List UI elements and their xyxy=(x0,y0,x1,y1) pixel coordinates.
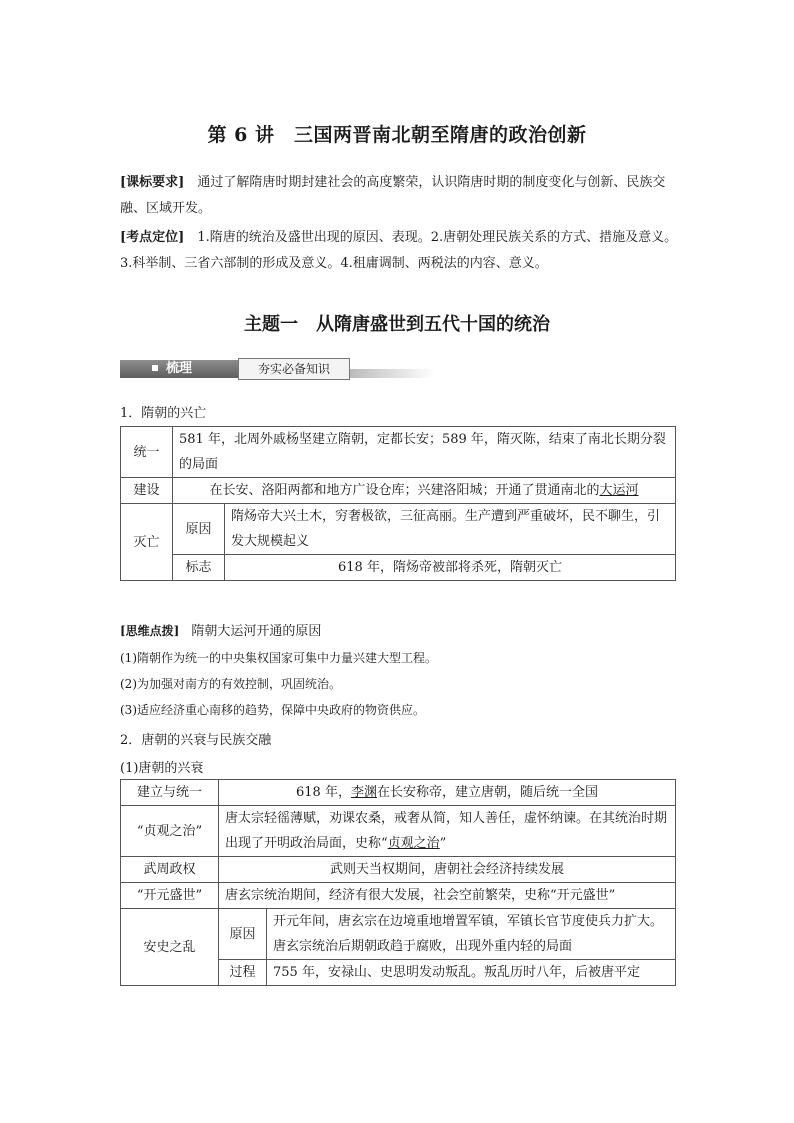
anshi-label: 安史之乱 xyxy=(121,909,219,986)
table-row xyxy=(121,478,676,504)
wuzhou-text: 武则天当权期间，唐朝社会经济持续发展 xyxy=(219,857,676,883)
section1-heading: 1．隋朝的兴亡 xyxy=(120,406,207,421)
table-row xyxy=(121,555,676,581)
found-label: 建立与统一 xyxy=(121,780,219,806)
topic-title: 主题一 从隋唐盛世到五代十国的统治 xyxy=(244,314,550,335)
found-text-a: 618 年， xyxy=(296,785,351,800)
found-text-c: 在长安称帝，建立唐朝，随后统一全国 xyxy=(376,785,598,800)
wuzhou-label: 武周政权 xyxy=(121,857,219,883)
thinking-title: 隋朝大运河开通的原因 xyxy=(191,624,322,639)
zhenguan-text-c: ” xyxy=(439,836,447,851)
fall-label: 灭亡 xyxy=(121,504,173,581)
exam-points-label: [考点定位] xyxy=(120,230,185,245)
thinking-item: (3)适应经济重心南移的趋势，保障中央政府的物资供应。 xyxy=(120,703,426,717)
section2-heading: 2．唐朝的兴衰与民族交融 xyxy=(120,733,272,748)
unify-text: 581 年，北周外戚杨坚建立隋朝，定都长安；589 年，隋灭陈，结束了南北长期分裂的局面 xyxy=(173,427,676,478)
kaiyuan-label: “开元盛世” xyxy=(121,883,219,909)
banner-gradient xyxy=(350,369,435,378)
section-banner xyxy=(120,358,435,380)
banner-dark-label: 梳理 xyxy=(166,361,193,376)
anshi-cause-text: 开元年间，唐玄宗在边境重地增置军镇，军镇长官节度使兵力扩大。唐玄宗统治后期朝政趋于腐败，出现外重内轻的局面 xyxy=(267,909,676,960)
banner-dark xyxy=(120,360,238,378)
cause-label: 原因 xyxy=(173,504,225,555)
table-row xyxy=(121,427,676,478)
thinking-label: [思维点拨] xyxy=(120,624,180,638)
thinking-item: (1)隋朝作为统一的中央集权国家可集中力量兴建大型工程。 xyxy=(120,651,438,665)
tang-table xyxy=(120,779,676,986)
banner-light: 夯实必备知识 xyxy=(238,358,350,380)
build-text xyxy=(173,478,676,504)
kaiyuan-text: 唐玄宗统治期间，经济有很大发展，社会空前繁荣，史称“开元盛世” xyxy=(219,883,676,909)
section2-subheading: (1)唐朝的兴衰 xyxy=(120,761,204,776)
table-row xyxy=(121,883,676,909)
sign-text: 618 年，隋炀帝被部将杀死，隋朝灭亡 xyxy=(225,555,676,581)
thinking-heading xyxy=(120,620,321,639)
exam-points xyxy=(120,225,680,277)
thinking-item: (2)为加强对南方的有效控制，巩固统治。 xyxy=(120,677,341,691)
zhenguan-text-underlined: 贞观之治 xyxy=(387,836,440,851)
anshi-process-text: 755 年，安禄山、史思明发动叛乱。叛乱历时八年，后被唐平定 xyxy=(267,960,676,986)
cause-text: 隋炀帝大兴土木，穷奢极欲，三征高丽。生产遭到严重破坏，民不聊生，引发大规模起义 xyxy=(225,504,676,555)
sign-label: 标志 xyxy=(173,555,225,581)
zhenguan-label: “贞观之治” xyxy=(121,806,219,857)
table-row xyxy=(121,909,676,960)
square-icon xyxy=(152,365,158,371)
anshi-process-label: 过程 xyxy=(219,960,267,986)
unify-label: 统一 xyxy=(121,427,173,478)
found-text xyxy=(219,780,676,806)
zhenguan-text-a: 唐太宗轻徭薄赋，劝课农桑，戒奢从简，知人善任，虚怀纳谏。在其统治时期出现了开明政治局面，史称“ xyxy=(225,811,668,851)
sui-table xyxy=(120,426,676,581)
build-label: 建设 xyxy=(121,478,173,504)
page-title: 第 6 讲 三国两晋南北朝至隋唐的政治创新 xyxy=(207,124,587,146)
anshi-cause-label: 原因 xyxy=(219,909,267,960)
table-row xyxy=(121,780,676,806)
build-text-underlined: 大运河 xyxy=(599,483,639,498)
exam-points-text: 1.隋唐的统治及盛世出现的原因、表现。2.唐朝处理民族关系的方式、措施及意义。3.科举制、三省六部制的形成及意义。4.租庸调制、两税法的内容、意义。 xyxy=(120,230,678,271)
table-row xyxy=(121,857,676,883)
table-row xyxy=(121,504,676,555)
requirement-text: 通过了解隋唐时期封建社会的高度繁荣，认识隋唐时期的制度变化与创新、民族交融、区域开发。 xyxy=(120,175,666,216)
curriculum-requirement xyxy=(120,170,680,222)
requirement-label: [课标要求] xyxy=(120,175,185,190)
found-text-underlined: 李渊 xyxy=(350,785,377,800)
build-text-main: 在长安、洛阳两都和地方广设仓库；兴建洛阳城；开通了贯通南北的 xyxy=(209,483,600,498)
zhenguan-text xyxy=(219,806,676,857)
table-row xyxy=(121,806,676,857)
